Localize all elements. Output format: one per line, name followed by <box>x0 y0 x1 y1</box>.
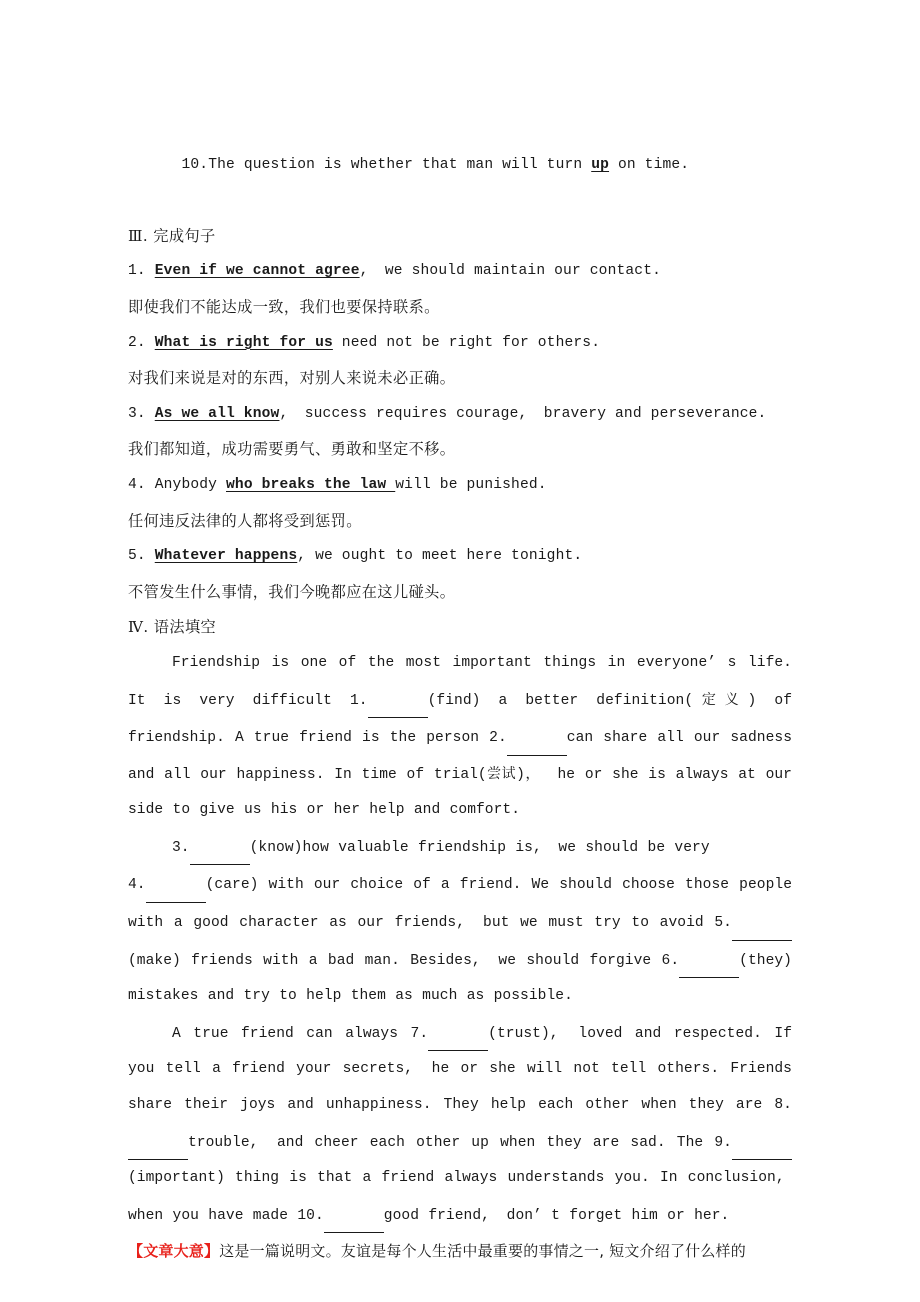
document-body <box>128 112 792 1270</box>
gist-note <box>128 1234 792 1270</box>
passage-text: (they) mistakes and try to help them as much as possible. <box>128 952 792 1005</box>
gist-note-tag: 【文章大意】 <box>128 1242 220 1261</box>
passage-text: 3. <box>172 839 190 856</box>
passage-text: (find) a better definition( <box>427 692 694 709</box>
inline-chinese-gloss: 定义 <box>693 691 748 708</box>
answer-blank[interactable] <box>128 1124 188 1161</box>
item-post-text: , success requires courage, bravery and perseverance. <box>279 405 767 422</box>
item-post-text: , we ought to meet here tonight. <box>297 548 583 565</box>
answer-blank[interactable] <box>507 719 567 756</box>
item-answer: As we all know <box>154 405 280 422</box>
passage-paragraph <box>128 829 792 867</box>
section-numeral: Ⅳ. <box>128 618 149 637</box>
passage-text: good friend, don’ t forget him or her. <box>383 1207 730 1224</box>
answer-blank[interactable] <box>190 829 250 866</box>
item-number: 3. <box>128 405 155 422</box>
passage-text: trouble, and cheer each other up when they are sad. The 9. <box>188 1134 732 1151</box>
item-post-text: on time. <box>609 156 690 173</box>
item-answer: who breaks the law <box>226 476 396 493</box>
passage-text: ) of friendship. A true friend is the person 2. <box>128 692 792 747</box>
answer-blank[interactable] <box>732 1124 792 1161</box>
section-4-passage <box>128 646 792 1235</box>
item-pre-text: The question is whether that man will turn <box>208 156 592 173</box>
item-post-text: , we should maintain our contact. <box>359 263 662 280</box>
passage-paragraph <box>128 1015 792 1235</box>
item-pre-text: Anybody <box>154 476 226 493</box>
passage-text: can share all our sadness and all our happiness. In time of trial( <box>128 730 793 783</box>
exercise-item <box>128 254 792 290</box>
answer-blank[interactable] <box>368 682 428 719</box>
passage-paragraph <box>128 646 792 829</box>
inline-chinese-gloss: 尝试 <box>486 765 517 782</box>
exercise-item-10 <box>128 112 792 219</box>
item-answer: What is right for us <box>154 334 333 351</box>
passage-text: )， he or she is always at our side to give us his or her help and comfort. <box>128 766 792 819</box>
section-heading-4 <box>128 610 792 646</box>
section-numeral: Ⅲ. <box>128 226 149 245</box>
exercise-item <box>128 397 792 433</box>
item-number: 5. <box>128 548 155 565</box>
item-translation: 对我们来说是对的东西，对别人来说未必正确。 <box>128 369 456 388</box>
passage-paragraph <box>128 866 792 1014</box>
exercise-item <box>128 326 792 362</box>
item-number: 1. <box>128 263 155 280</box>
item-translation: 任何违反法律的人都将受到惩罚。 <box>128 511 362 530</box>
item-translation: 我们都知道，成功需要勇气、勇敢和坚定不移。 <box>128 440 456 459</box>
answer-blank[interactable] <box>679 942 739 979</box>
passage-text: A true friend can always 7. <box>172 1025 429 1042</box>
item-translation: 即使我们不能达成一致，我们也要保持联系。 <box>128 297 440 316</box>
item-translation: 不管发生什么事情，我们今晚都应在这儿碰头。 <box>128 582 456 601</box>
passage-text: Friendship is one of the most important things in everyone’ s life. It is very difficult 1. <box>128 654 792 709</box>
answer-blank[interactable] <box>428 1015 488 1052</box>
section-title: 语法填空 <box>153 618 217 637</box>
passage-text: (know)how valuable friendship is, we should be very <box>249 839 710 856</box>
section-title: 完成句子 <box>153 226 216 245</box>
section-heading-3 <box>128 219 792 255</box>
passage-text: (trust), loved and respected. If you tell a friend your secrets, he or she will not tell others. Friends share their joys and unhappiness. They help each other when they are 8. <box>128 1025 792 1114</box>
passage-text: (important) thing is that a friend always understands you. In conclusion, when you have made 10. <box>128 1170 792 1224</box>
section-3-items <box>128 254 792 610</box>
item-post-text: need not be right for others. <box>332 334 601 351</box>
item-answer: Even if we cannot agree <box>154 263 360 280</box>
passage-text: (care) with our choice of a friend. We should choose those people with a good character as our friends, but we must try to avoid 5. <box>128 877 792 932</box>
exercise-item <box>128 468 792 504</box>
gist-note-body: 这是一篇说明文。友谊是每个人生活中最重要的事情之一, 短文介绍了什么样的 <box>219 1242 746 1261</box>
item-number: 4. <box>128 476 155 493</box>
exercise-item <box>128 539 792 575</box>
answer-blank[interactable] <box>324 1197 384 1234</box>
answer-blank[interactable] <box>732 904 792 941</box>
passage-text: (make) friends with a bad man. Besides, we should forgive 6. <box>128 952 680 969</box>
answer-blank[interactable] <box>146 866 206 903</box>
item-answer: Whatever happens <box>154 548 298 565</box>
item-number: 2. <box>128 334 155 351</box>
item-answer: up <box>591 156 610 173</box>
item-number: 10. <box>181 156 209 173</box>
item-post-text: will be punished. <box>395 476 547 493</box>
passage-text: 4. <box>128 877 146 894</box>
